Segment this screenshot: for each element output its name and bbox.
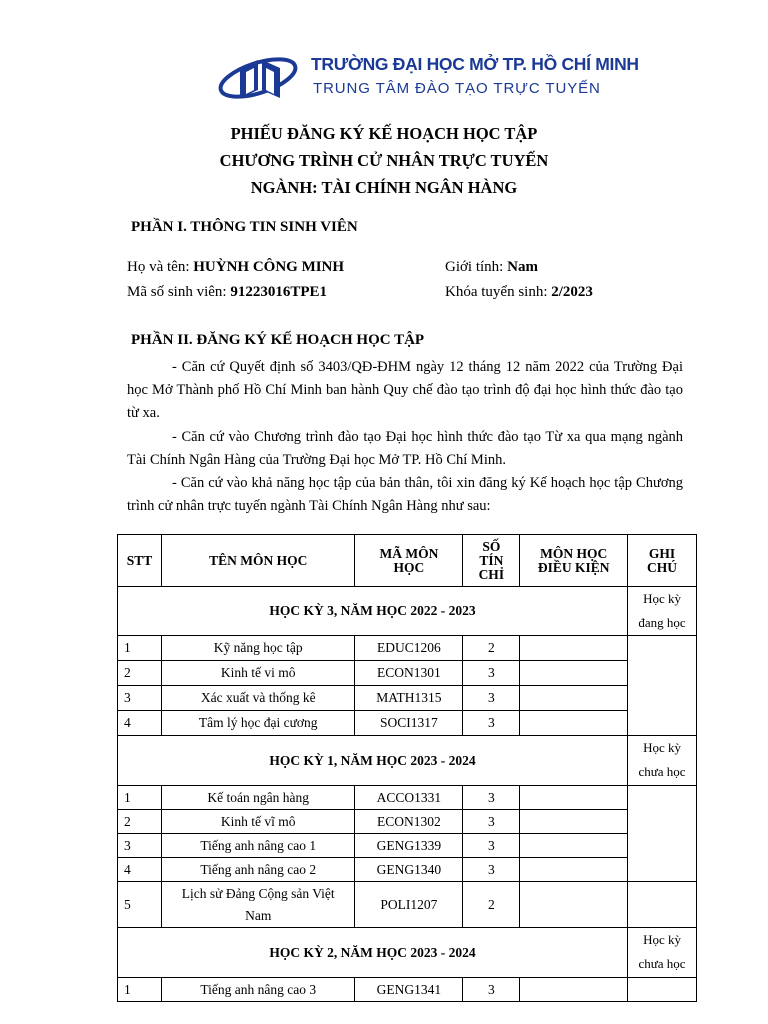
cell-note xyxy=(628,882,697,928)
cohort-label: Khóa tuyển sinh: xyxy=(445,284,552,300)
paragraph-curriculum: - Căn cứ vào Chương trình đào tạo Đại học hình thức đào tạo Từ xa qua mạng ngành Tài Chính Ngân Hàng của Trường Đại học Mở TP. Hồ Chí Minh. xyxy=(127,429,683,468)
cell-credits: 3 xyxy=(463,858,520,882)
table-row xyxy=(118,661,697,686)
cell-credits: 2 xyxy=(463,882,520,928)
table-row xyxy=(118,711,697,736)
table-header-row xyxy=(118,535,697,587)
student-id-value: 91223016TPE1 xyxy=(230,284,328,300)
table-row xyxy=(118,786,697,810)
cell-stt: 1 xyxy=(118,786,162,810)
student-name-value: HUỲNH CÔNG MINH xyxy=(193,259,345,275)
paragraph-registration: - Căn cứ vào khả năng học tập của bản thân, tôi xin đăng ký Kế hoạch học tập Chương trình cử nhân trực tuyến ngành Tài Chính Ngân Hàng như sau: xyxy=(127,475,683,514)
cell-prerequisite xyxy=(520,686,628,711)
cell-stt: 3 xyxy=(118,834,162,858)
cell-course-code: ACCO1331 xyxy=(355,786,463,810)
table-row xyxy=(118,858,697,882)
paragraph-decision: - Căn cứ Quyết định số 3403/QĐ-ĐHM ngày 12 tháng 12 năm 2022 của Trường Đại học Mở Thành phố Hồ Chí Minh ban hành Quy chế đào tạo trình độ đại học hình thức đào tạo từ xa. xyxy=(127,359,683,421)
cell-stt: 4 xyxy=(118,711,162,736)
open-book-logo-icon xyxy=(218,48,306,112)
cell-course-name: Tâm lý học đại cương xyxy=(161,711,355,736)
header-course-name: TÊN MÔN HỌC xyxy=(161,535,355,587)
header-stt: STT xyxy=(118,535,162,587)
part2-heading: PHẦN II. ĐĂNG KÝ KẾ HOẠCH HỌC TẬP xyxy=(131,332,425,348)
cell-prerequisite xyxy=(520,882,628,928)
table-row xyxy=(118,810,697,834)
header-prerequisite: MÔN HỌC ĐIỀU KIỆN xyxy=(520,535,628,587)
cell-prerequisite xyxy=(520,810,628,834)
cell-course-name: Tiếng anh nâng cao 1 xyxy=(161,834,355,858)
cell-note xyxy=(628,978,697,1002)
cell-course-name: Tiếng anh nâng cao 3 xyxy=(161,978,355,1002)
cell-note xyxy=(628,786,697,882)
cell-prerequisite xyxy=(520,711,628,736)
semester-title: HỌC KỲ 3, NĂM HỌC 2022 - 2023 xyxy=(118,587,628,636)
cell-course-code: MATH1315 xyxy=(355,686,463,711)
student-id xyxy=(127,284,327,301)
semester-title: HỌC KỲ 2, NĂM HỌC 2023 - 2024 xyxy=(118,928,628,978)
semester-status-note: Học kỳ đang học xyxy=(628,587,697,636)
semester-row xyxy=(118,736,697,786)
student-gender xyxy=(445,259,538,276)
cell-course-code: POLI1207 xyxy=(355,882,463,928)
cell-course-name: Kế toán ngân hàng xyxy=(161,786,355,810)
cell-stt: 2 xyxy=(118,810,162,834)
cell-course-code: SOCI1317 xyxy=(355,711,463,736)
cell-stt: 5 xyxy=(118,882,162,928)
cell-credits: 3 xyxy=(463,686,520,711)
cell-prerequisite xyxy=(520,661,628,686)
cell-credits: 3 xyxy=(463,834,520,858)
program-title: CHƯƠNG TRÌNH CỬ NHÂN TRỰC TUYẾN xyxy=(219,151,549,170)
table-row xyxy=(118,882,697,928)
semester-status-note: Học kỳ chưa học xyxy=(628,736,697,786)
cell-course-code: GENG1340 xyxy=(355,858,463,882)
header-note: GHI CHÚ xyxy=(628,535,697,587)
cell-course-name: Kỹ năng học tập xyxy=(161,636,355,661)
cell-stt: 2 xyxy=(118,661,162,686)
cell-stt: 4 xyxy=(118,858,162,882)
gender-label: Giới tính: xyxy=(445,259,508,275)
cell-stt: 1 xyxy=(118,978,162,1002)
table-row xyxy=(118,686,697,711)
cell-credits: 3 xyxy=(463,810,520,834)
cell-course-code: EDUC1206 xyxy=(355,636,463,661)
cell-course-name: Lịch sử Đảng Cộng sản Việt Nam xyxy=(161,882,355,928)
form-title: PHIẾU ĐĂNG KÝ KẾ HOẠCH HỌC TẬP xyxy=(230,124,538,143)
semester-row xyxy=(118,928,697,978)
cell-stt: 3 xyxy=(118,686,162,711)
student-cohort xyxy=(445,284,593,301)
cell-course-name: Kinh tế vi mô xyxy=(161,661,355,686)
cohort-value: 2/2023 xyxy=(551,284,593,300)
header-credits: SỐ TÍN CHỈ xyxy=(463,535,520,587)
cell-prerequisite xyxy=(520,636,628,661)
cell-credits: 2 xyxy=(463,636,520,661)
logo-center-name: TRUNG TÂM ĐÀO TẠO TRỰC TUYẾN xyxy=(313,80,601,97)
cell-course-name: Xác xuất và thống kê xyxy=(161,686,355,711)
cell-stt: 1 xyxy=(118,636,162,661)
logo-university-name: TRƯỜNG ĐẠI HỌC MỞ TP. HỒ CHÍ MINH xyxy=(311,54,639,74)
part1-heading: PHẦN I. THÔNG TIN SINH VIÊN xyxy=(131,219,358,235)
cell-course-code: ECON1302 xyxy=(355,810,463,834)
semester-status-note: Học kỳ chưa học xyxy=(628,928,697,978)
cell-course-code: ECON1301 xyxy=(355,661,463,686)
semester-title: HỌC KỲ 1, NĂM HỌC 2023 - 2024 xyxy=(118,736,628,786)
cell-note xyxy=(628,636,697,736)
table-row xyxy=(118,636,697,661)
cell-course-code: GENG1339 xyxy=(355,834,463,858)
cell-prerequisite xyxy=(520,858,628,882)
cell-course-name: Tiếng anh nâng cao 2 xyxy=(161,858,355,882)
gender-value: Nam xyxy=(507,259,538,275)
header-course-code: MÃ MÔN HỌC xyxy=(355,535,463,587)
cell-credits: 3 xyxy=(463,711,520,736)
cell-prerequisite xyxy=(520,978,628,1002)
university-logo xyxy=(218,48,639,112)
cell-prerequisite xyxy=(520,834,628,858)
table-row xyxy=(118,834,697,858)
cell-course-name: Kinh tế vĩ mô xyxy=(161,810,355,834)
student-name-label: Họ và tên: xyxy=(127,259,194,275)
cell-credits: 3 xyxy=(463,786,520,810)
student-id-label: Mã số sinh viên: xyxy=(127,284,231,300)
cell-credits: 3 xyxy=(463,661,520,686)
study-plan-table xyxy=(117,534,697,1002)
cell-course-code: GENG1341 xyxy=(355,978,463,1002)
cell-prerequisite xyxy=(520,786,628,810)
cell-credits: 3 xyxy=(463,978,520,1002)
major-title: NGÀNH: TÀI CHÍNH NGÂN HÀNG xyxy=(250,178,518,197)
semester-row xyxy=(118,587,697,636)
student-name xyxy=(127,259,344,276)
table-row xyxy=(118,978,697,1002)
